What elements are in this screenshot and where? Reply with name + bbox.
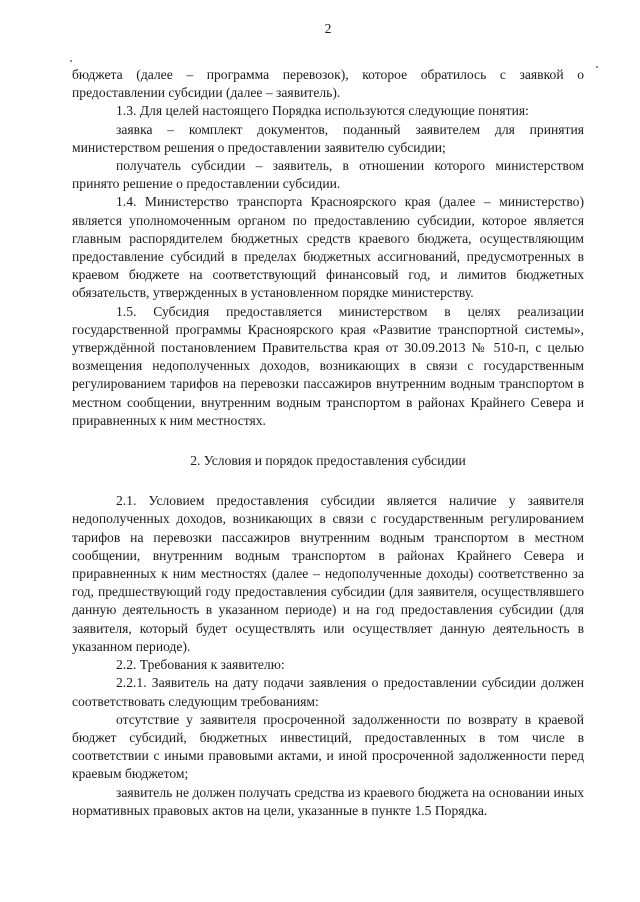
paragraph-1-3: 1.3. Для целей настоящего Порядка используются следующие понятия: (116, 103, 529, 119)
scan-speck (596, 66, 598, 68)
paragraph-requirement-no-debt: отсутствие у заявителя просроченной задолженности по возврату в краевой бюджет субсидий, бюджетных инвестиций, предоставленных в том числе в соответствии с иными правовыми актами, и иной просроченной задолженности перед краевым бюджетом; (72, 711, 584, 782)
paragraph-2-1: 2.1. Условием предоставления субсидии является наличие у заявителя недополученных доходов, возникающих в связи с государственным регулированием тарифов на перевозки пассажиров внутренним водным транспортом в местном сообщении, внутренним водным транспортом в районах Крайнего Севера и приравненных к ним местностях (далее – недополученные доходы) соответственно за год, предшествующий году предоставления субсидии (для заявителя, осуществлявшего данную деятельность в указанном периоде) и на год предоставления субсидии (для заявителя, который будет осуществлять или осуществляет данную деятельность в указанном периоде). (72, 493, 584, 654)
page-number: 2 (324, 21, 332, 36)
paragraph-1-4: 1.4. Министерство транспорта Красноярского края (далее – министерство) является уполномоченным органом по предоставлению субсидии, которое является главным распорядителем бюджетных средств краевого бюджета, осуществляющим предоставление субсидий в пределах бюджетных ассигнований, предусмотренных в краевом бюджете на соответствующий финансовый год, и лимитов бюджетных обязательств, утвержденных в установленном порядке министерству. (72, 194, 584, 301)
paragraph-2-2-1: 2.2.1. Заявитель на дату подачи заявления о предоставлении субсидии должен соответствовать следующим требованиям: (72, 675, 584, 709)
paragraph-definition-recipient: получатель субсидии – заявитель, в отношении которого министерством принято решение о предоставлении субсидии. (72, 158, 584, 192)
paragraph-1-5: 1.5. Субсидия предоставляется министерством в целях реализации государственной программы Красноярского края «Развитие транспортной системы», утверждённой постановлением Правительства края от 30.09.2013 № 510-п, с целью возмещения недополученных доходов, возникающих в связи с государственным регулированием тарифов на перевозки пассажиров внутренним водным транспортом в местном сообщении, внутренним водным транспортом в районах Крайнего Севера и приравненных к ним местностях. (72, 303, 584, 428)
section-heading: 2. Условия и порядок предоставления субсидии (190, 453, 466, 469)
paragraph-2-2: 2.2. Требования к заявителю: (116, 657, 285, 673)
scan-speck (70, 60, 72, 62)
paragraph-requirement-no-other-funds: заявитель не должен получать средства из краевого бюджета на основании иных нормативных правовых актов на цели, указанные в пункте 1.5 Порядка. (72, 784, 584, 818)
paragraph-definition-application: заявка – комплект документов, поданный заявителем для принятия министерством решения о предоставлении заявителю субсидии; (72, 121, 584, 155)
paragraph-continuation: бюджета (далее – программа перевозок), которое обратилось с заявкой о предоставлении субсидии (далее – заявитель). (72, 67, 584, 101)
